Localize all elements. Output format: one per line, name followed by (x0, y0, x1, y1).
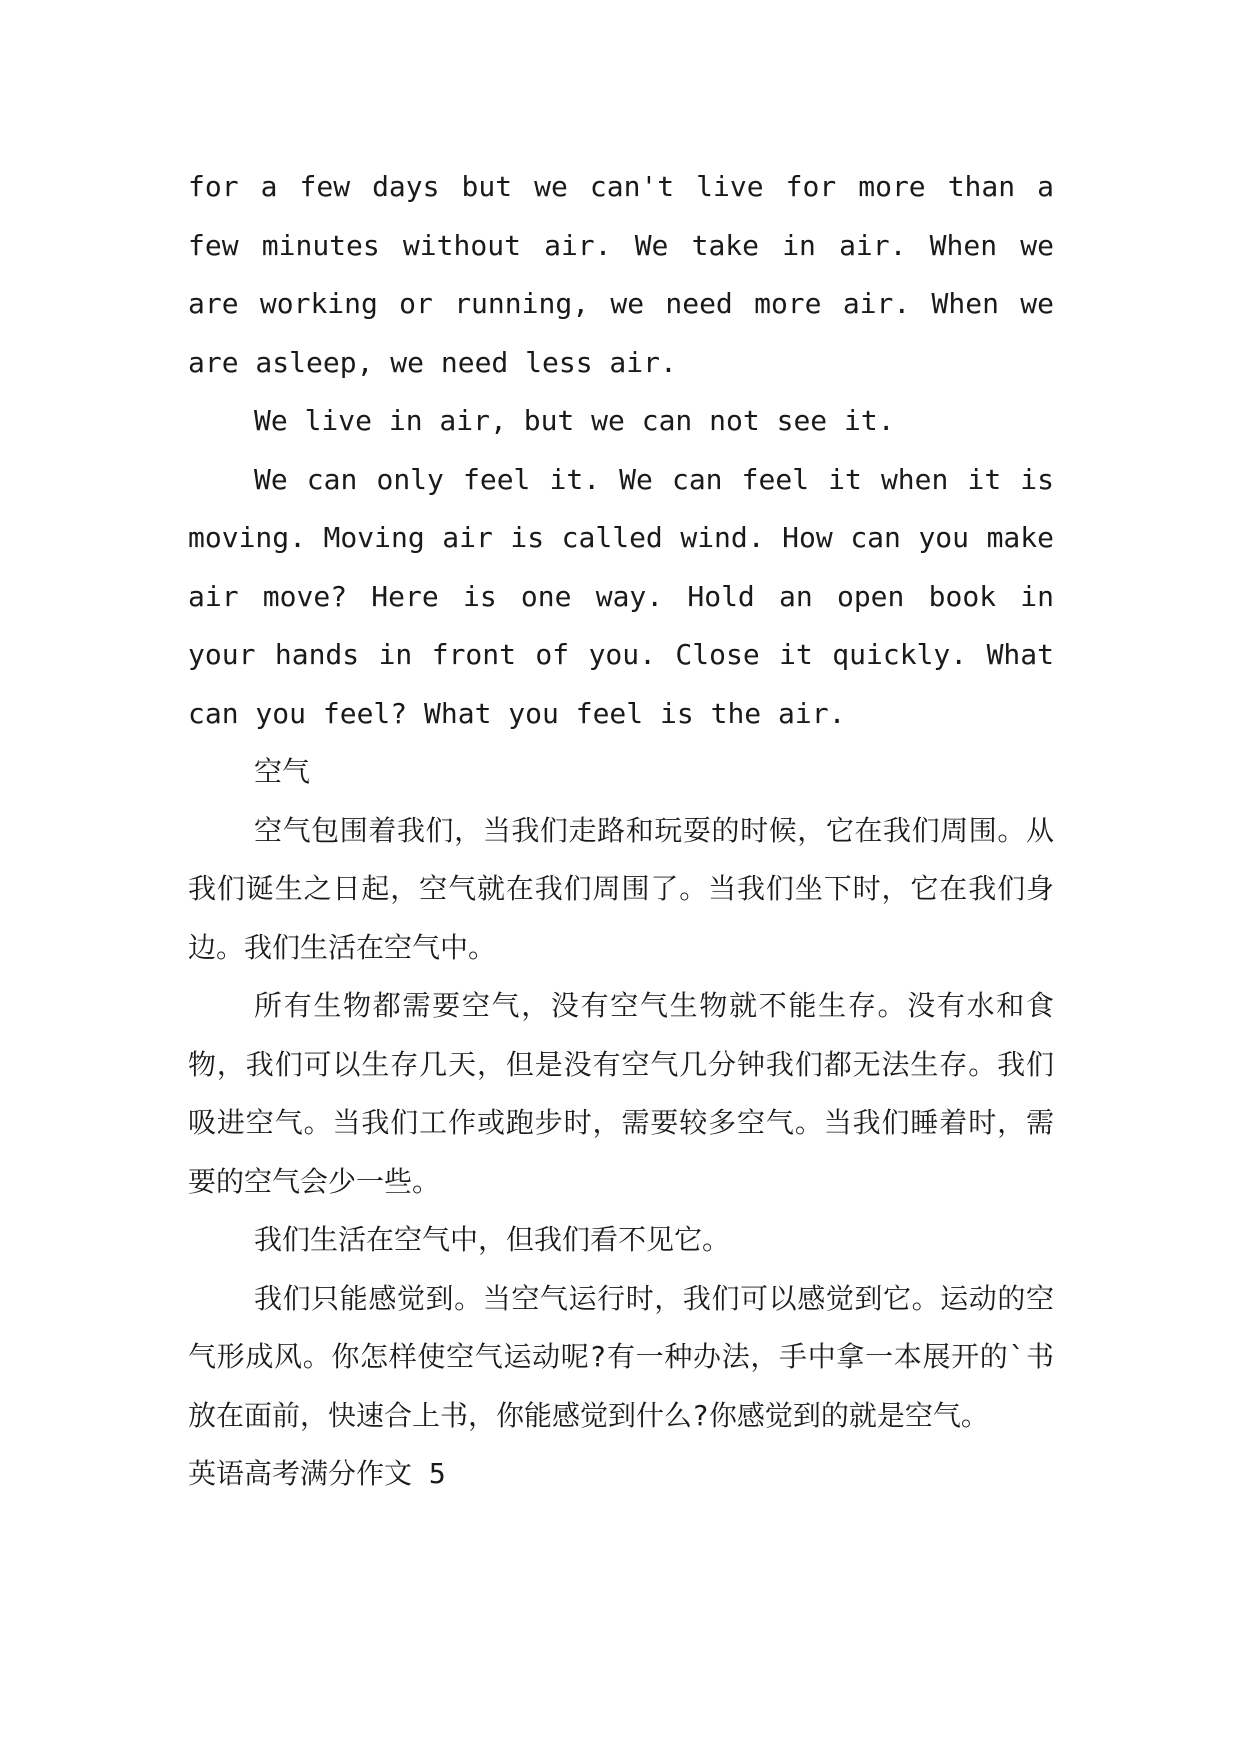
paragraph-live-in-air: We live in air, but we can not see it. (254, 404, 895, 437)
translation-paragraph-3: 我们生活在空气中，但我们看不见它。 (254, 1223, 731, 1256)
section-heading: 英语高考满分作文 5 (188, 1457, 446, 1490)
paragraph-air-needs: for a few days but we can't live for more than a few minutes without air. We take in air. When we are working or running, we need more air. When we are asleep, we need less air. (188, 170, 1054, 379)
translation-paragraph-2: 所有生物都需要空气，没有空气生物就不能生存。没有水和食物，我们可以生存几天，但是没有空气几分钟我们都无法生存。我们吸进空气。当我们工作或跑步时，需要较多空气。当我们睡着时，需要的空气会少一些。 (188, 989, 1054, 1198)
translation-paragraph-1: 空气包围着我们，当我们走路和玩耍的时候，它在我们周围。从我们诞生之日起，空气就在我们周围了。当我们坐下时，它在我们身边。我们生活在空气中。 (188, 813, 1054, 964)
translation-paragraph-4: 我们只能感觉到。当空气运行时，我们可以感觉到它。运动的空气形成风。你怎样使空气运动呢?有一种办法，手中拿一本展开的`书放在面前，快速合上书，你能感觉到什么?你感觉到的就是空气。 (188, 1281, 1054, 1432)
document-body (188, 158, 1054, 1504)
paragraph-feel-air: We can only feel it. We can feel it when it is moving. Moving air is called wind. How can you make air move? Here is one way. Hold an open book in your hands in front of you. Close it quickly. What can you feel? What you feel is the air. (188, 462, 1054, 730)
translation-title: 空气 (254, 755, 311, 788)
